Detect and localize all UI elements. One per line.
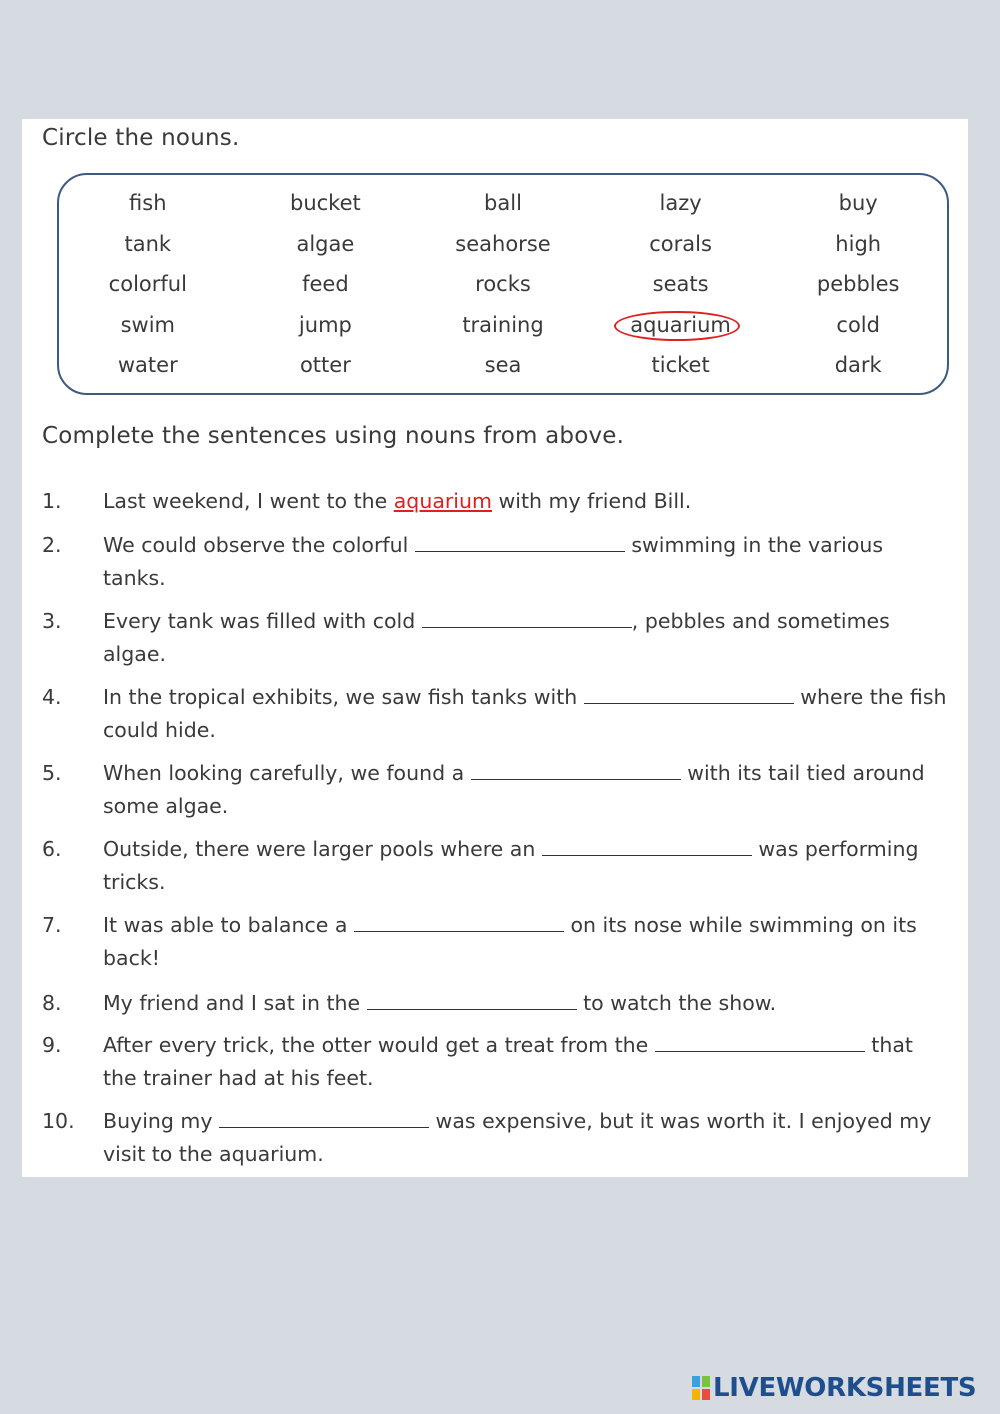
sentence-number: 1. — [42, 489, 62, 513]
sentence-item — [42, 1029, 952, 1095]
word-bank-label: dark — [834, 353, 882, 378]
sentence-item — [42, 1105, 952, 1171]
answer-blank[interactable] — [219, 1107, 429, 1128]
word-bank-label: high — [835, 231, 882, 256]
sentence-text-before: My friend and I sat in the — [103, 991, 367, 1015]
word-bank-item[interactable] — [414, 224, 592, 265]
word-bank-label: ticket — [651, 353, 710, 378]
sentence-item — [42, 909, 952, 975]
word-bank-item[interactable] — [592, 224, 770, 265]
word-bank-item[interactable] — [414, 305, 592, 346]
sentence-text-after: that the trainer had at his feet. — [103, 1033, 913, 1090]
logo-square — [692, 1376, 700, 1387]
sentence-text-before: Buying my — [103, 1109, 220, 1133]
sentence-text — [103, 909, 952, 975]
sentence-text-before: It was able to balance a — [103, 913, 354, 937]
sentence-text-after: where the fish could hide. — [103, 685, 947, 742]
sentence-number: 6. — [42, 837, 62, 861]
word-bank-label: pebbles — [816, 272, 900, 297]
word-bank-item[interactable] — [769, 305, 947, 346]
sentence-item — [42, 833, 952, 899]
filled-answer[interactable]: aquarium — [393, 489, 492, 513]
sentence-text — [103, 1105, 952, 1171]
sentence-item — [42, 681, 952, 747]
complete-sentences-heading: Complete the sentences using nouns from above. — [42, 423, 625, 449]
word-bank-item[interactable] — [769, 224, 947, 265]
word-bank-label: lazy — [659, 191, 702, 215]
word-bank-label: colorful — [108, 272, 187, 297]
sentence-text-before: In the tropical exhibits, we saw fish tanks with — [103, 685, 584, 709]
answer-blank[interactable] — [655, 1031, 865, 1052]
sentence-text — [103, 681, 952, 747]
word-bank-item[interactable] — [237, 224, 415, 265]
logo-square — [702, 1376, 710, 1387]
sentence-text-after: swimming in the various tanks. — [103, 533, 884, 590]
word-bank-label: water — [117, 353, 178, 378]
answer-blank[interactable] — [422, 607, 632, 628]
word-bank-item[interactable] — [59, 305, 237, 346]
sentence-text — [103, 833, 952, 899]
word-bank-item[interactable] — [237, 183, 415, 224]
sentence-text-after: to watch the show. — [576, 991, 777, 1015]
word-bank-item[interactable] — [59, 183, 237, 224]
word-bank-label: cold — [836, 312, 880, 337]
word-bank-item[interactable] — [414, 183, 592, 224]
answer-blank[interactable] — [584, 683, 794, 704]
sentence-item — [42, 757, 952, 823]
word-bank-item[interactable] — [237, 345, 415, 386]
sentence-number: 9. — [42, 1033, 62, 1057]
word-bank-label: sea — [484, 353, 522, 378]
sentence-number: 7. — [42, 913, 62, 937]
word-bank-item[interactable] — [769, 345, 947, 386]
sentence-text-before: We could observe the colorful — [103, 533, 415, 557]
sentence-text-before: Last weekend, I went to the — [103, 489, 394, 513]
sentence-text — [103, 757, 952, 823]
answer-blank[interactable] — [542, 835, 752, 856]
word-bank-label: training — [462, 312, 544, 337]
word-bank-item[interactable] — [237, 264, 415, 305]
answer-blank[interactable] — [415, 531, 625, 552]
word-bank-label: jump — [298, 312, 352, 337]
word-bank-label: rocks — [475, 272, 531, 297]
worksheet-page — [22, 119, 968, 1177]
logo-text: LIVEWORKSHEETS — [713, 1373, 977, 1403]
word-bank-item[interactable] — [414, 345, 592, 386]
logo-square — [702, 1389, 710, 1400]
word-bank-item[interactable] — [59, 264, 237, 305]
word-bank-item[interactable] — [59, 224, 237, 265]
circle-nouns-heading: Circle the nouns. — [42, 125, 240, 151]
sentence-number: 10. — [42, 1109, 75, 1133]
word-bank-label: bucket — [290, 191, 361, 215]
answer-blank[interactable] — [354, 911, 564, 932]
word-bank-item[interactable] — [592, 183, 770, 224]
sentence-number: 8. — [42, 991, 62, 1015]
answer-blank[interactable] — [471, 759, 681, 780]
sentence-text — [103, 529, 952, 595]
logo-grid-icon — [692, 1376, 710, 1400]
sentence-number: 5. — [42, 761, 62, 785]
sentence-text — [103, 1029, 952, 1095]
word-bank-label: tank — [124, 231, 172, 256]
sentence-item — [42, 605, 952, 671]
sentence-text-after: with its tail tied around some algae. — [103, 761, 925, 818]
sentence-item — [42, 987, 952, 1020]
sentence-text-before: When looking carefully, we found a — [103, 761, 471, 785]
word-bank-label: buy — [838, 191, 878, 215]
word-bank-label: seats — [652, 272, 709, 297]
answer-blank[interactable] — [367, 989, 577, 1010]
word-bank-item[interactable] — [414, 264, 592, 305]
liveworksheets-logo — [692, 1373, 976, 1403]
sentence-text — [103, 987, 952, 1020]
word-bank-label: aquarium — [630, 305, 731, 346]
sentence-item — [42, 529, 952, 595]
sentence-text-before: After every trick, the otter would get a treat from the — [103, 1033, 655, 1057]
sentence-text-after: on its nose while swimming on its back! — [103, 913, 917, 970]
sentence-number: 3. — [42, 609, 62, 633]
sentence-text-after: was expensive, but it was worth it. I enjoyed my visit to the aquarium. — [103, 1109, 932, 1166]
word-bank-item[interactable] — [59, 345, 237, 386]
sentence-text-before: Every tank was filled with cold — [103, 609, 422, 633]
word-bank-item[interactable] — [769, 264, 947, 305]
word-bank-label: fish — [129, 191, 167, 215]
word-bank-grid — [59, 183, 947, 386]
sentence-number: 2. — [42, 533, 62, 557]
word-bank-label: swim — [120, 312, 175, 337]
sentence-text — [103, 485, 952, 518]
word-bank-label: ball — [484, 191, 522, 215]
word-bank-box — [57, 173, 949, 395]
sentence-number: 4. — [42, 685, 62, 709]
sentence-text-after: was performing tricks. — [103, 837, 919, 894]
word-bank-item[interactable] — [769, 183, 947, 224]
sentence-item — [42, 485, 952, 518]
word-bank-item[interactable] — [237, 305, 415, 346]
word-bank-label: seahorse — [455, 231, 551, 256]
word-bank-label: algae — [296, 231, 355, 256]
sentence-text-before: Outside, there were larger pools where an — [103, 837, 542, 861]
word-bank-item[interactable] — [592, 264, 770, 305]
logo-square — [692, 1389, 700, 1400]
word-bank-label: otter — [299, 353, 351, 378]
word-bank-item-circled[interactable] — [592, 305, 770, 346]
word-bank-item[interactable] — [592, 345, 770, 386]
word-bank-label: corals — [649, 231, 712, 256]
sentence-text — [103, 605, 952, 671]
word-bank-label: feed — [302, 272, 349, 297]
sentence-text-after: with my friend Bill. — [491, 489, 692, 513]
sentence-text-after: , pebbles and sometimes algae. — [103, 609, 890, 666]
